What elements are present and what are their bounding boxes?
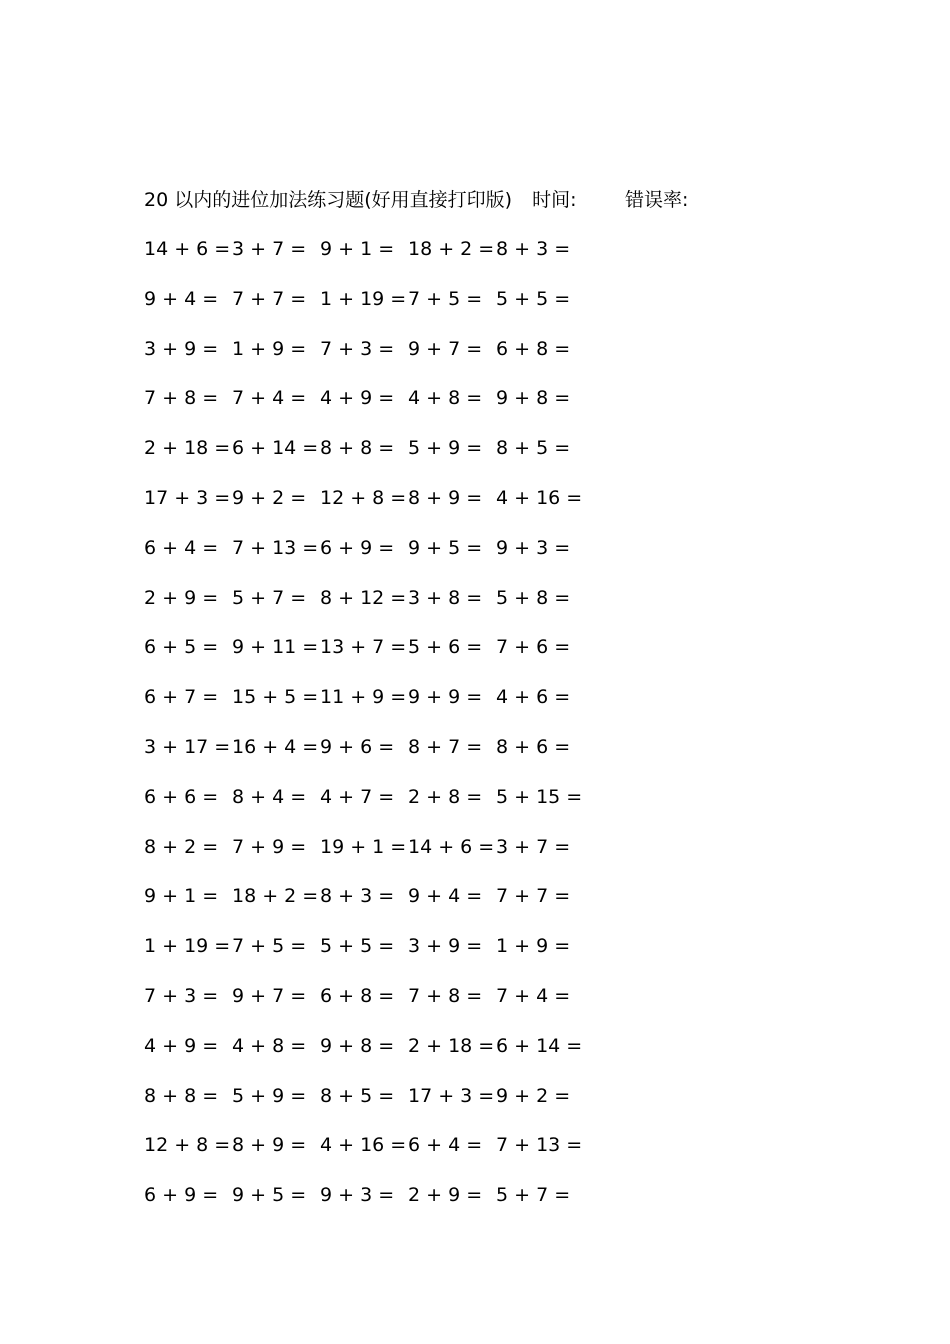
addition-problem: 8 + 9 =	[232, 1134, 307, 1157]
addition-problem: 9 + 2 =	[496, 1084, 571, 1107]
addition-problem: 8 + 8 =	[320, 437, 395, 460]
problem-row	[144, 234, 584, 284]
addition-problem: 2 + 9 =	[408, 1184, 483, 1207]
addition-problem: 11 + 9 =	[320, 686, 407, 709]
problem-row	[144, 832, 584, 882]
addition-problem: 6 + 4 =	[144, 536, 219, 559]
addition-problem: 3 + 9 =	[144, 337, 219, 360]
addition-problem: 5 + 5 =	[496, 287, 571, 310]
addition-problem: 12 + 8 =	[320, 486, 407, 509]
addition-problem: 7 + 7 =	[496, 885, 571, 908]
addition-problem: 13 + 7 =	[320, 636, 407, 659]
addition-problem: 8 + 12 =	[320, 586, 407, 609]
addition-problem: 5 + 9 =	[408, 437, 483, 460]
addition-problem: 6 + 4 =	[408, 1134, 483, 1157]
addition-problem: 8 + 7 =	[408, 735, 483, 758]
addition-problem: 9 + 7 =	[232, 984, 307, 1007]
addition-problem: 9 + 5 =	[232, 1184, 307, 1207]
addition-problem: 8 + 8 =	[144, 1084, 219, 1107]
problem-row	[144, 1130, 584, 1180]
addition-problem: 7 + 6 =	[496, 636, 571, 659]
addition-problem: 8 + 3 =	[320, 885, 395, 908]
addition-problem: 4 + 8 =	[232, 1034, 307, 1057]
addition-problem: 4 + 16 =	[320, 1134, 407, 1157]
addition-problem: 9 + 9 =	[408, 686, 483, 709]
addition-problem: 9 + 8 =	[320, 1034, 395, 1057]
addition-problem: 7 + 7 =	[232, 287, 307, 310]
addition-problem: 8 + 9 =	[408, 486, 483, 509]
addition-problem: 7 + 4 =	[232, 387, 307, 410]
addition-problem: 6 + 9 =	[320, 536, 395, 559]
addition-problem: 7 + 13 =	[496, 1134, 583, 1157]
addition-problem: 4 + 8 =	[408, 387, 483, 410]
problem-row	[144, 583, 584, 633]
addition-problem: 3 + 8 =	[408, 586, 483, 609]
addition-problem: 4 + 9 =	[144, 1034, 219, 1057]
problem-row	[144, 632, 584, 682]
addition-problem: 1 + 19 =	[144, 935, 231, 958]
problem-row	[144, 383, 584, 433]
addition-problem: 9 + 1 =	[320, 238, 395, 260]
addition-problem: 7 + 8 =	[408, 984, 483, 1007]
problem-row	[144, 881, 584, 931]
addition-problem: 12 + 8 =	[144, 1134, 231, 1157]
addition-problem: 2 + 18 =	[144, 437, 231, 460]
problem-row	[144, 981, 584, 1031]
addition-problem: 1 + 19 =	[320, 287, 407, 310]
addition-problem: 6 + 14 =	[496, 1034, 583, 1057]
addition-problem: 6 + 8 =	[320, 984, 395, 1007]
problem-row	[144, 682, 584, 732]
addition-problem: 9 + 7 =	[408, 337, 483, 360]
addition-problem: 3 + 17 =	[144, 735, 231, 758]
worksheet-title: 20 以内的进位加法练习题(好用直接打印版)	[144, 189, 513, 211]
addition-problem: 4 + 9 =	[320, 387, 395, 410]
addition-problem: 18 + 2 =	[408, 238, 495, 260]
addition-problem: 19 + 1 =	[320, 835, 407, 858]
addition-problem: 17 + 3 =	[408, 1084, 495, 1107]
problem-row	[144, 1031, 584, 1081]
addition-problem: 9 + 4 =	[408, 885, 483, 908]
addition-problem: 7 + 3 =	[144, 984, 219, 1007]
addition-problem: 8 + 4 =	[232, 785, 307, 808]
addition-problem: 15 + 5 =	[232, 686, 319, 709]
addition-problem: 5 + 6 =	[408, 636, 483, 659]
addition-problem: 2 + 9 =	[144, 586, 219, 609]
problem-row	[144, 334, 584, 384]
addition-problem: 2 + 18 =	[408, 1034, 495, 1057]
addition-problem: 9 + 8 =	[496, 387, 571, 410]
addition-problem: 5 + 15 =	[496, 785, 583, 808]
addition-problem: 8 + 5 =	[320, 1084, 395, 1107]
problem-row	[144, 931, 584, 981]
addition-problem: 6 + 9 =	[144, 1184, 219, 1207]
addition-problem: 9 + 3 =	[496, 536, 571, 559]
addition-problem: 3 + 7 =	[232, 238, 307, 260]
addition-problem: 5 + 8 =	[496, 586, 571, 609]
addition-problem: 3 + 9 =	[408, 935, 483, 958]
time-label: 时间:	[532, 189, 577, 211]
addition-problem: 7 + 3 =	[320, 337, 395, 360]
addition-problem: 6 + 14 =	[232, 437, 319, 460]
worksheet-header	[144, 186, 689, 214]
addition-problem: 5 + 7 =	[496, 1184, 571, 1207]
problem-grid	[144, 234, 584, 1230]
addition-problem: 1 + 9 =	[232, 337, 307, 360]
problem-row	[144, 284, 584, 334]
problem-row	[144, 1180, 584, 1230]
addition-problem: 14 + 6 =	[408, 835, 495, 858]
addition-problem: 6 + 8 =	[496, 337, 571, 360]
addition-problem: 8 + 5 =	[496, 437, 571, 460]
addition-problem: 6 + 5 =	[144, 636, 219, 659]
addition-problem: 18 + 2 =	[232, 885, 319, 908]
addition-problem: 8 + 2 =	[144, 835, 219, 858]
addition-problem: 6 + 6 =	[144, 785, 219, 808]
addition-problem: 9 + 11 =	[232, 636, 319, 659]
problem-row	[144, 782, 584, 832]
addition-problem: 2 + 8 =	[408, 785, 483, 808]
addition-problem: 9 + 3 =	[320, 1184, 395, 1207]
addition-problem: 9 + 5 =	[408, 536, 483, 559]
problem-row	[144, 483, 584, 533]
addition-problem: 8 + 3 =	[496, 238, 571, 260]
addition-problem: 3 + 7 =	[496, 835, 571, 858]
addition-problem: 8 + 6 =	[496, 735, 571, 758]
addition-problem: 7 + 9 =	[232, 835, 307, 858]
addition-problem: 6 + 7 =	[144, 686, 219, 709]
problem-row	[144, 533, 584, 583]
addition-problem: 7 + 13 =	[232, 536, 319, 559]
addition-problem: 7 + 5 =	[408, 287, 483, 310]
addition-problem: 5 + 7 =	[232, 586, 307, 609]
addition-problem: 4 + 7 =	[320, 785, 395, 808]
addition-problem: 9 + 2 =	[232, 486, 307, 509]
addition-problem: 16 + 4 =	[232, 735, 319, 758]
addition-problem: 1 + 9 =	[496, 935, 571, 958]
addition-problem: 17 + 3 =	[144, 486, 231, 509]
error-rate-label: 错误率:	[625, 189, 689, 211]
addition-problem: 7 + 5 =	[232, 935, 307, 958]
addition-problem: 7 + 8 =	[144, 387, 219, 410]
problem-row	[144, 732, 584, 782]
addition-problem: 9 + 6 =	[320, 735, 395, 758]
addition-problem: 9 + 1 =	[144, 885, 219, 908]
problem-row	[144, 433, 584, 483]
addition-problem: 4 + 6 =	[496, 686, 571, 709]
addition-problem: 4 + 16 =	[496, 486, 583, 509]
addition-problem: 7 + 4 =	[496, 984, 571, 1007]
addition-problem: 5 + 5 =	[320, 935, 395, 958]
addition-problem: 9 + 4 =	[144, 287, 219, 310]
addition-problem: 5 + 9 =	[232, 1084, 307, 1107]
addition-problem: 14 + 6 =	[144, 238, 231, 260]
problem-row	[144, 1081, 584, 1131]
